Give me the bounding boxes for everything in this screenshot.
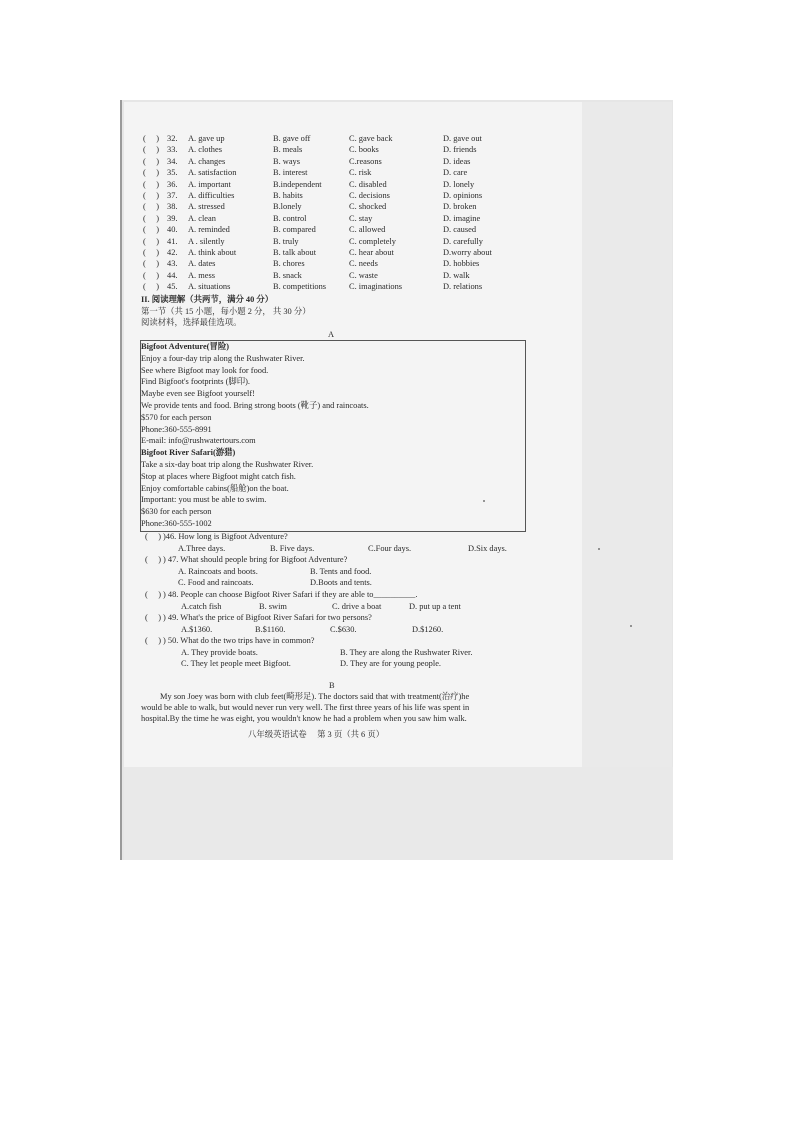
question-stem: ) 48. People can choose Bigfoot River Safari if they are able to__________.	[163, 590, 418, 599]
option-d: D. lonely	[443, 179, 475, 189]
scan-edge-strip	[582, 102, 672, 767]
option-d: D. They are for young people.	[340, 659, 442, 668]
question-number: 35.	[167, 168, 178, 178]
answer-paren: ( )	[143, 259, 160, 269]
ad-line: Important: you must be able to swim.	[141, 495, 267, 505]
option-c: C. They let people meet Bigfoot.	[181, 659, 291, 668]
option-d: D. carefully	[443, 236, 483, 246]
option-a: A. clean	[188, 213, 216, 223]
option-c: C. allowed	[349, 225, 386, 235]
passage-b-line-2: would be able to walk, but would never run very well. The first three years of his life was spent in	[141, 703, 470, 712]
option-b: B. truly	[273, 236, 299, 246]
question-number: 43.	[167, 259, 178, 269]
question-stem: ) 50. What do the two trips have in common?	[163, 636, 315, 645]
option-d: D. relations	[443, 282, 483, 292]
option-d: D. put up a tent	[409, 602, 461, 611]
question-number: 38.	[167, 202, 178, 212]
option-a: A.$1360.	[181, 625, 213, 634]
section-instruction: 阅读材料，选择最佳选项。	[141, 318, 242, 327]
scan-speck	[598, 548, 600, 550]
question-number: 42.	[167, 248, 178, 257]
option-b: B. swim	[259, 602, 287, 611]
option-c: C. completely	[349, 236, 396, 246]
passage-a-label: A	[328, 330, 335, 339]
answer-paren: ( )	[143, 248, 160, 257]
option-a: A. important	[188, 179, 231, 189]
answer-paren: ( )	[143, 225, 160, 235]
answer-paren: ( )	[143, 179, 160, 189]
scan-lower-area	[124, 767, 673, 860]
ad-line: Phone:360-555-1002	[141, 519, 212, 528]
question-number: 32.	[167, 134, 178, 143]
option-a: A. satisfaction	[188, 168, 237, 178]
option-d: D. walk	[443, 270, 470, 280]
ad-line: See where Bigfoot may look for food.	[141, 365, 269, 375]
option-b: B.lonely	[273, 202, 302, 212]
question-paren: ( )	[145, 636, 162, 645]
option-c: C. needs	[349, 259, 378, 269]
option-d: D.worry about	[443, 248, 492, 257]
question-number: 37.	[167, 191, 178, 200]
question-number: 33.	[167, 145, 178, 155]
ad-heading: Bigfoot River Safari(游猎)	[141, 448, 236, 458]
question-number: 36.	[167, 179, 178, 189]
option-a: A.Three days.	[178, 544, 226, 553]
option-d: D. opinions	[443, 191, 483, 200]
option-b: B. talk about	[273, 248, 317, 257]
ad-line: Enjoy a four-day trip along the Rushwater River.	[141, 353, 305, 363]
option-b: B. Five days.	[270, 544, 315, 553]
option-c: C. books	[349, 145, 379, 155]
answer-paren: ( )	[143, 213, 160, 223]
option-b: B. ways	[273, 156, 300, 166]
option-d: D. care	[443, 168, 468, 178]
answer-paren: ( )	[143, 236, 160, 246]
option-a: A. mess	[188, 270, 215, 280]
answer-paren: ( )	[143, 168, 160, 178]
question-number: 39.	[167, 213, 178, 223]
option-a: A. They provide boats.	[181, 648, 258, 657]
option-c: C. hear about	[349, 248, 394, 257]
option-c: C.reasons	[349, 156, 382, 166]
option-a: A. clothes	[188, 145, 222, 155]
page-footer: 八年级英语试卷 第 3 页（共 6 页）	[248, 730, 385, 739]
option-c: C.Four days.	[368, 544, 412, 553]
option-b: B. snack	[273, 270, 302, 280]
option-b: B. competitions	[273, 282, 327, 292]
option-d: D.$1260.	[412, 625, 444, 634]
answer-paren: ( )	[143, 270, 160, 280]
answer-paren: ( )	[143, 134, 160, 143]
option-c: C. risk	[349, 168, 372, 178]
passage-b-line-1: My son Joey was born with club feet(畸形足). The doctors said that with treatment(治疗)he	[160, 692, 470, 701]
question-stem: ) 49. What's the price of Bigfoot River Safari for two persons?	[163, 613, 372, 622]
ad-line: We provide tents and food. Bring strong boots (靴子) and raincoats.	[141, 401, 369, 410]
option-b: B. interest	[273, 168, 308, 178]
option-a: A. dates	[188, 259, 216, 269]
question-number: 45.	[167, 282, 178, 292]
question-stem: )46. How long is Bigfoot Adventure?	[163, 532, 288, 541]
question-number: 44.	[167, 270, 178, 280]
option-a: A. stressed	[188, 202, 225, 212]
option-d: D. ideas	[443, 156, 471, 166]
ad-line: $630 for each person	[141, 507, 212, 517]
option-d: D. friends	[443, 145, 477, 155]
option-d: D. imagine	[443, 213, 481, 223]
option-c: C. imaginations	[349, 282, 403, 292]
scan-speck	[483, 500, 485, 502]
question-stem: ) 47. What should people bring for Bigfoot Adventure?	[163, 555, 348, 564]
option-b: B.$1160.	[255, 625, 286, 634]
option-c: C. decisions	[349, 191, 390, 200]
option-b: B. compared	[273, 225, 316, 235]
option-d: D. caused	[443, 225, 477, 235]
option-c: C. stay	[349, 213, 373, 223]
option-d: D. hobbies	[443, 259, 480, 269]
option-c: C. drive a boat	[332, 602, 382, 611]
option-a: A. difficulties	[188, 191, 235, 200]
option-b: B. habits	[273, 191, 303, 200]
ad-line: Find Bigfoot's footprints (脚印).	[141, 377, 250, 387]
scan-border	[120, 100, 122, 860]
ad-line: Take a six-day boat trip along the Rushwater River.	[141, 460, 314, 469]
question-number: 41.	[167, 236, 178, 246]
option-a: A. situations	[188, 282, 231, 292]
option-d: D. gave out	[443, 134, 482, 143]
option-c: C. shocked	[349, 202, 387, 212]
question-paren: ( )	[145, 532, 162, 541]
option-c: C. gave back	[349, 134, 393, 143]
option-c: C. waste	[349, 270, 378, 280]
option-a: A . silently	[188, 236, 225, 246]
passage-b-label: B	[329, 681, 335, 690]
question-paren: ( )	[145, 613, 162, 622]
ad-line: Enjoy comfortable cabins(船舱)on the boat.	[141, 483, 289, 493]
answer-paren: ( )	[143, 191, 160, 200]
answer-paren: ( )	[143, 282, 160, 292]
ad-line: Phone:360-555-8991	[141, 424, 212, 434]
option-b: B. chores	[273, 259, 305, 269]
ad-line: Maybe even see Bigfoot yourself!	[141, 389, 255, 399]
option-d: D. broken	[443, 202, 477, 212]
option-d: D.Six days.	[468, 544, 507, 553]
ad-heading: Bigfoot Adventure(冒险)	[141, 342, 230, 351]
option-b: B. meals	[273, 145, 303, 155]
option-b: B. Tents and food.	[310, 567, 372, 576]
option-b: B. gave off	[273, 134, 311, 143]
option-c: C. Food and raincoats.	[178, 578, 254, 587]
answer-paren: ( )	[143, 145, 160, 155]
option-b: B. They are along the Rushwater River.	[340, 648, 473, 657]
option-b: B. control	[273, 213, 307, 223]
question-number: 40.	[167, 225, 178, 235]
question-paren: ( )	[145, 555, 162, 564]
ad-line: Stop at places where Bigfoot might catch fish.	[141, 471, 296, 481]
answer-paren: ( )	[143, 202, 160, 212]
option-a: A. think about	[188, 248, 237, 257]
option-a: A.catch fish	[181, 602, 222, 611]
section-title: II. 阅读理解（共两节，满分 40 分）	[141, 295, 274, 304]
question-paren: ( )	[145, 590, 162, 599]
question-number: 34.	[167, 156, 178, 166]
answer-paren: ( )	[143, 156, 160, 166]
option-b: B.independent	[273, 179, 322, 189]
ad-line: E-mail: info@rushwatertours.com	[141, 436, 256, 446]
scan-speck	[630, 625, 632, 627]
option-a: A. reminded	[188, 225, 230, 235]
option-d: D.Boots and tents.	[310, 578, 372, 587]
option-c: C.$630.	[330, 625, 357, 634]
passage-b-line-3: hospital.By the time he was eight, you wouldn't know he had a problem when you saw him walk.	[141, 714, 467, 723]
option-a: A. changes	[188, 156, 226, 166]
option-a: A. Raincoats and boots.	[178, 567, 258, 576]
option-a: A. gave up	[188, 134, 225, 143]
section-subtitle: 第一节（共 15 小题，每小题 2 分， 共 30 分）	[141, 307, 311, 316]
option-c: C. disabled	[349, 179, 387, 189]
ad-line: $570 for each person	[141, 412, 212, 422]
